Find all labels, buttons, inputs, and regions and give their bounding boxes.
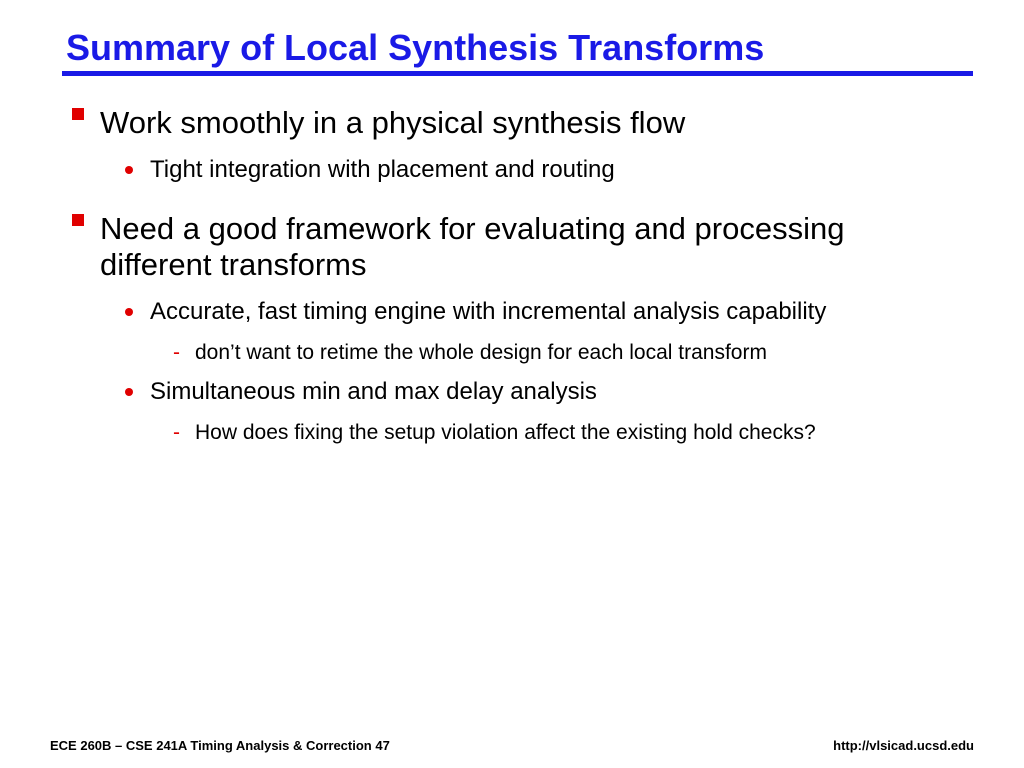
dot-bullet-icon: [125, 308, 133, 316]
square-bullet-icon: [72, 214, 84, 226]
sub-sub-bullet-item: [173, 340, 995, 366]
sub-bullet-item: [150, 155, 990, 185]
sub-sub-bullet-text: don’t want to retime the whole design for each local transform: [195, 341, 767, 364]
sub-bullet-text: Accurate, fast timing engine with incremental analysis capability: [150, 298, 827, 325]
sub-bullet-text: Simultaneous min and max delay analysis: [150, 378, 597, 405]
sub-sub-bullet-item: [173, 420, 995, 446]
bullet-item: [100, 211, 960, 283]
dash-bullet-icon: -: [173, 341, 180, 364]
dot-bullet-icon: [125, 166, 133, 174]
dot-bullet-icon: [125, 388, 133, 396]
bullet-text: Need a good framework for evaluating and processing different transforms: [100, 211, 845, 282]
sub-sub-bullet-text: How does fixing the setup violation affect the existing hold checks?: [195, 421, 816, 444]
slide-title: Summary of Local Synthesis Transforms: [66, 27, 765, 68]
bullet-text: Work smoothly in a physical synthesis flow: [100, 105, 686, 140]
footer-course-label: ECE 260B – CSE 241A Timing Analysis & Correction 47: [50, 738, 390, 753]
dash-bullet-icon: -: [173, 421, 180, 444]
bullet-item: [100, 105, 960, 141]
square-bullet-icon: [72, 108, 84, 120]
sub-bullet-text: Tight integration with placement and routing: [150, 156, 615, 183]
footer-url: http://vlsicad.ucsd.edu: [833, 738, 974, 753]
sub-bullet-item: [150, 377, 990, 407]
sub-bullet-item: [150, 297, 990, 327]
